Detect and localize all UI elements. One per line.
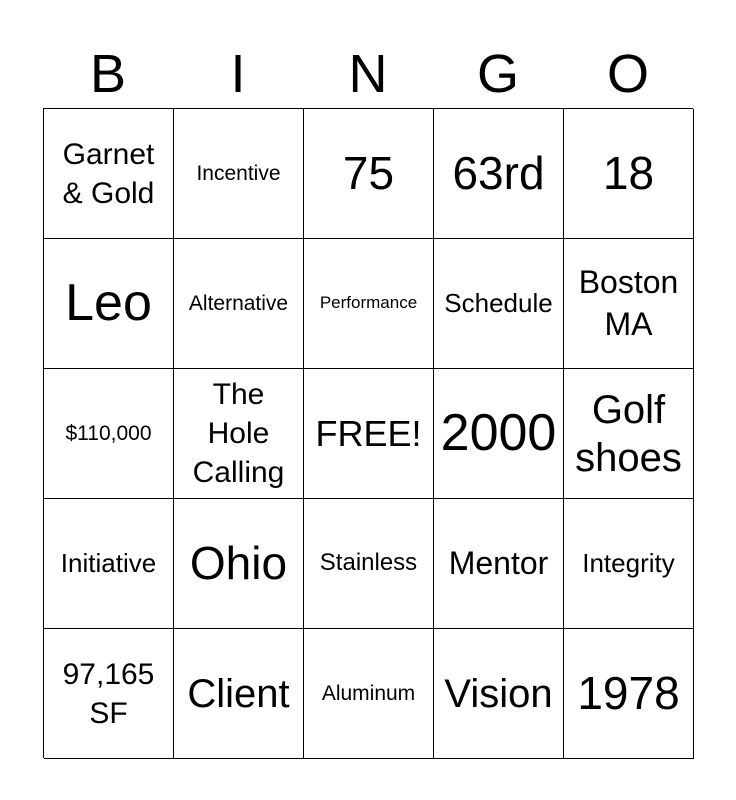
bingo-cell-r4-c4[interactable]	[434, 499, 564, 629]
bingo-cell-r2-c5[interactable]	[564, 239, 694, 369]
bingo-cell-r1-c5[interactable]	[564, 109, 694, 239]
cell-text: Performance	[319, 293, 418, 313]
bingo-cell-r5-c5[interactable]	[564, 629, 694, 759]
bingo-cell-r1-c1[interactable]	[44, 109, 174, 239]
header-letter-n: N	[348, 44, 388, 104]
cell-text: Stainless	[319, 549, 418, 577]
bingo-cell-r4-c3[interactable]	[304, 499, 434, 629]
bingo-cell-r1-c4[interactable]	[434, 109, 564, 239]
bingo-cell-r2-c4[interactable]	[434, 239, 564, 369]
cell-text: Incentive	[196, 161, 281, 185]
cell-text: Ohio	[189, 537, 288, 590]
cell-text: Alternative	[188, 291, 289, 315]
cell-text: Garnet & Gold	[62, 137, 155, 210]
bingo-cell-r5-c3[interactable]	[304, 629, 434, 759]
cell-text: Golf shoes	[575, 387, 682, 480]
bingo-cell-r5-c4[interactable]	[434, 629, 564, 759]
bingo-cell-r1-c3[interactable]	[304, 109, 434, 239]
cell-text: Aluminum	[321, 681, 416, 705]
cell-text: Schedule	[444, 287, 553, 318]
bingo-cell-r4-c2[interactable]	[174, 499, 304, 629]
cell-text: $110,000	[65, 421, 152, 445]
cell-text: 18	[602, 147, 655, 200]
header-letter-b: B	[89, 44, 127, 104]
bingo-cell-r3-c3[interactable]	[304, 369, 434, 499]
cell-text: Vision	[444, 671, 553, 716]
cell-text: The Hole Calling	[192, 378, 285, 489]
cell-text: Integrity	[582, 547, 675, 578]
cell-text: 63rd	[452, 147, 545, 200]
bingo-cell-r2-c2[interactable]	[174, 239, 304, 369]
bingo-cell-r3-c2[interactable]	[174, 369, 304, 499]
cell-text: Client	[187, 671, 290, 716]
bingo-cell-r5-c1[interactable]	[44, 629, 174, 759]
cell-text: Leo	[65, 273, 152, 332]
header-letter-g: G	[476, 44, 519, 104]
bingo-cell-r2-c1[interactable]	[44, 239, 174, 369]
cell-text: 1978	[577, 667, 680, 720]
bingo-cell-r3-c5[interactable]	[564, 369, 694, 499]
cell-text: 75	[342, 147, 395, 200]
cell-text: FREE!	[315, 413, 422, 454]
header-letter-o: O	[606, 44, 649, 104]
cell-text: 2000	[440, 403, 557, 462]
cell-text: 97,165 SF	[62, 657, 155, 730]
bingo-header	[43, 40, 693, 108]
cell-text: Mentor	[448, 544, 549, 581]
bingo-cell-r4-c5[interactable]	[564, 499, 694, 629]
bingo-cell-r2-c3[interactable]	[304, 239, 434, 369]
cell-text: Initiative	[60, 547, 157, 578]
bingo-board	[43, 108, 693, 758]
bingo-cell-r3-c4[interactable]	[434, 369, 564, 499]
bingo-cell-r4-c1[interactable]	[44, 499, 174, 629]
header-letter-i: I	[230, 44, 246, 104]
cell-text: Boston MA	[578, 263, 679, 342]
bingo-cell-r5-c2[interactable]	[174, 629, 304, 759]
bingo-cell-r3-c1[interactable]	[44, 369, 174, 499]
bingo-cell-r1-c2[interactable]	[174, 109, 304, 239]
